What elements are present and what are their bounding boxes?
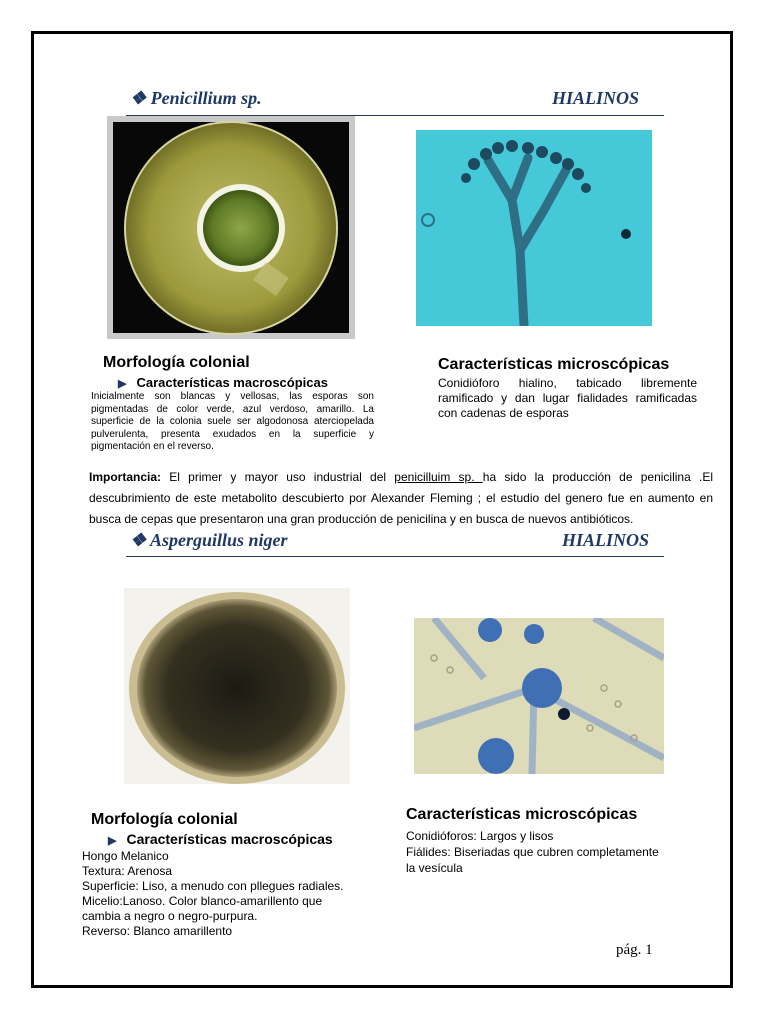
penicillium-microscopy-photo — [416, 130, 652, 326]
section1-macro-heading-text: Características macroscópicas — [136, 375, 328, 390]
macro-line: Micelio:Lanoso. Color blanco-amarillento que — [82, 894, 323, 908]
section2-title — [130, 530, 288, 551]
section2-tag: HIALINOS — [562, 530, 650, 550]
section1-micro-text: Conidióforo hialino, tabicado libremente ramificado y dan lugar fialidades ramificadas con cadenas de esporas — [438, 376, 697, 420]
importance-label: Importancia: — [89, 470, 162, 484]
macro-line: Textura: Arenosa — [82, 864, 173, 878]
section2-rule — [126, 556, 664, 557]
importance-paragraph — [89, 467, 713, 530]
section1-macro-text: Inicialmente son blancas y vellosas, las esporas son pigmentadas de color verde, azul verdoso, amarillo. La superficie de la colonia suele ser algodonosa aterciopelada pulverulenta, presenta exudados en la superficie y pigmentación en el reverso. — [91, 391, 374, 452]
micro-line: Fiálides: Biseriadas que cubren completamente — [406, 845, 659, 859]
macro-line: cambia a negro o negro-purpura. — [82, 909, 258, 923]
diamond-bullet-icon: ❖ — [130, 88, 147, 108]
macro-line: Hongo Melanico — [82, 849, 169, 863]
penicillium-colony-photo — [107, 116, 355, 339]
section2-title-text: Asperguillus niger — [149, 530, 288, 550]
section2-macro-heading-text: Características macroscópicas — [126, 831, 333, 847]
importance-underlined: penicilluim sp. — [394, 470, 483, 484]
section2-macro-list — [82, 849, 382, 939]
section1-micro-heading: Características microscópicas — [438, 356, 670, 373]
macro-line: Superficie: Liso, a menudo con pllegues radiales. — [82, 879, 344, 893]
section1-title-text: Penicillium sp. — [150, 88, 262, 108]
aspergillus-colony-photo — [124, 588, 350, 784]
section1-macro-heading — [118, 375, 328, 390]
macro-line: Reverso: Blanco amarillento — [82, 924, 233, 938]
section1-tag: HIALINOS — [552, 88, 640, 108]
micro-line: la vesícula — [406, 861, 463, 875]
section2-micro-list — [406, 828, 696, 876]
section1-morph-heading: Morfología colonial — [103, 354, 250, 371]
importance-text-after: ha sido la producción de penicilina .El descubrimiento de este metabolito descubierto por Alexander Fleming ; el estudio del genero fue en aumento en busca de cepas que presentaron una gran producción de penicilina y en busca de nuevos antibióticos. — [89, 470, 713, 526]
section2-morph-heading: Morfología colonial — [91, 811, 238, 828]
section2-micro-heading: Características microscópicas — [406, 806, 638, 823]
section2-macro-heading — [108, 831, 333, 847]
section1-title — [130, 88, 262, 109]
triangle-bullet-icon: ▶ — [118, 378, 127, 390]
aspergillus-microscopy-photo — [414, 618, 664, 774]
micro-line: Conidióforos: Largos y lisos — [406, 829, 554, 843]
diamond-bullet-icon: ❖ — [130, 530, 147, 550]
page-number: pág. 1 — [616, 942, 653, 958]
importance-text-before: El primer y mayor uso industrial del — [161, 470, 395, 484]
triangle-bullet-icon: ▶ — [108, 835, 117, 847]
